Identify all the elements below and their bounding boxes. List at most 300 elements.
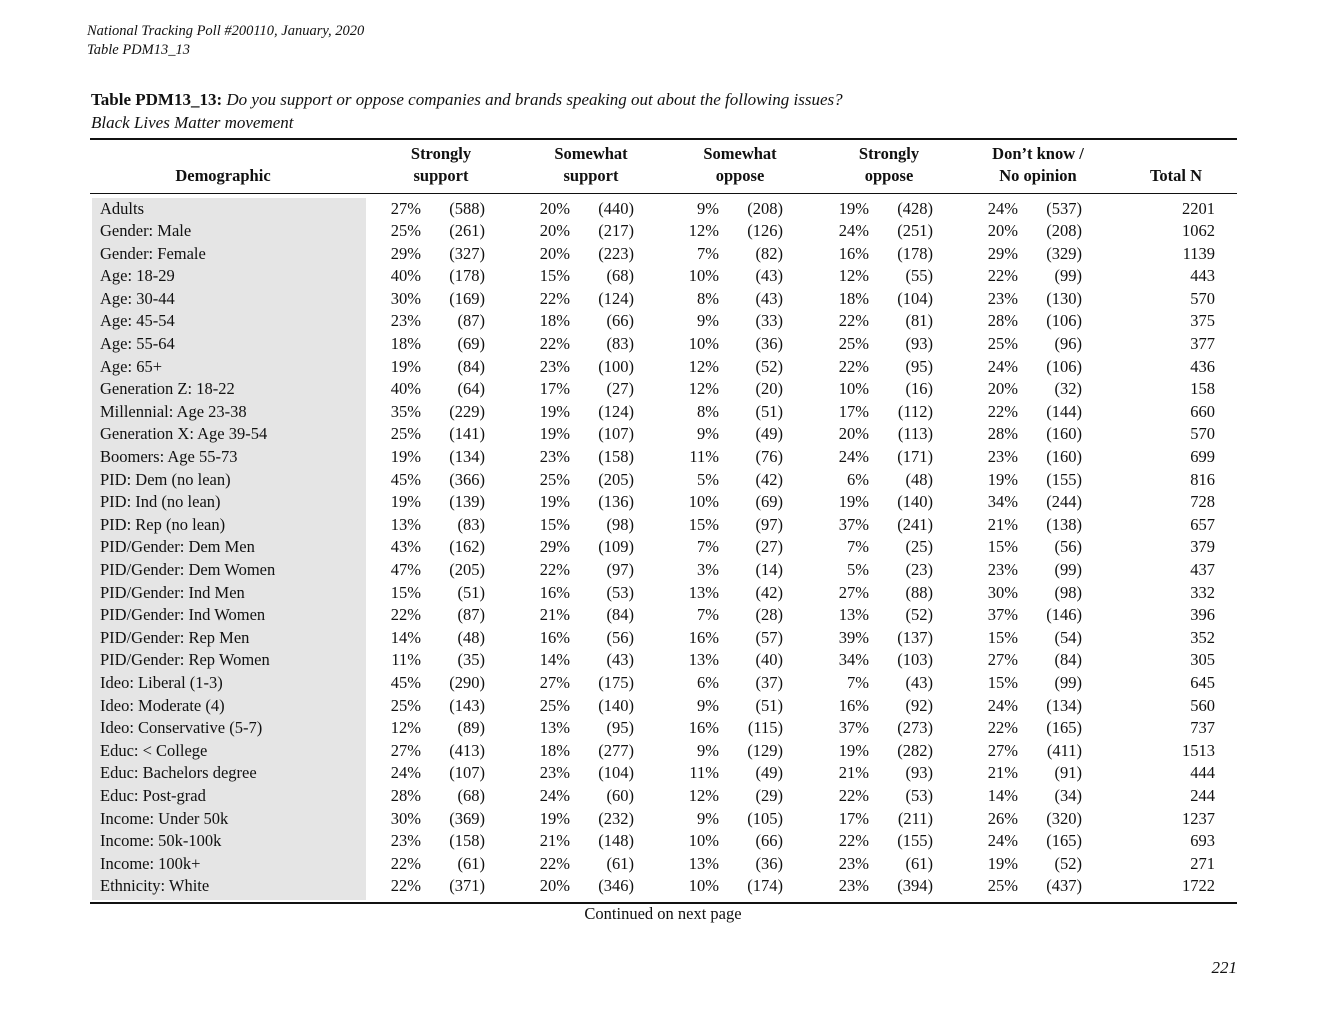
cell-somewhat-support-pct: 14% (539, 650, 570, 670)
cell-dont-know-n: (208) (1046, 221, 1082, 241)
cell-dont-know-n: (165) (1046, 831, 1082, 851)
cell-strongly-oppose-pct: 24% (838, 221, 869, 241)
cell-strongly-support-n: (107) (449, 763, 485, 783)
cell-total-n: 158 (1190, 379, 1215, 399)
cell-strongly-support-n: (64) (457, 379, 485, 399)
cell-strongly-support-pct: 24% (390, 763, 421, 783)
cell-somewhat-oppose-pct: 9% (697, 695, 719, 715)
cell-strongly-oppose-pct: 34% (838, 650, 869, 670)
cell-somewhat-support-pct: 18% (539, 740, 570, 760)
cell-strongly-support-pct: 25% (390, 221, 421, 241)
cell-somewhat-oppose-n: (36) (755, 334, 783, 354)
cell-demographic: PID: Rep (no lean) (100, 514, 226, 534)
cell-strongly-support-pct: 43% (390, 537, 421, 557)
cell-strongly-support-n: (143) (449, 695, 485, 715)
cell-somewhat-oppose-n: (208) (747, 198, 783, 218)
cell-strongly-oppose-n: (211) (897, 808, 933, 828)
cell-strongly-support-pct: 35% (390, 401, 421, 421)
cell-dont-know-n: (98) (1054, 582, 1082, 602)
cell-somewhat-oppose-pct: 16% (688, 627, 719, 647)
header-rule (90, 193, 1237, 194)
cell-strongly-oppose-pct: 22% (838, 356, 869, 376)
cell-strongly-oppose-n: (53) (905, 785, 933, 805)
cell-strongly-support-pct: 19% (390, 356, 421, 376)
cell-somewhat-support-pct: 21% (539, 605, 570, 625)
cell-somewhat-support-n: (232) (598, 808, 634, 828)
cell-strongly-support-pct: 22% (390, 853, 421, 873)
table-title-label: Table PDM13_13: (91, 90, 223, 109)
cell-strongly-oppose-n: (113) (897, 424, 933, 444)
cell-somewhat-oppose-n: (82) (755, 243, 783, 263)
cell-demographic: Adults (100, 198, 145, 218)
cell-strongly-support-pct: 22% (390, 605, 421, 625)
cell-strongly-oppose-pct: 19% (838, 198, 869, 218)
cell-dont-know-pct: 20% (987, 379, 1018, 399)
cell-somewhat-oppose-n: (174) (747, 876, 783, 896)
table-row (0, 288, 1320, 311)
cell-demographic: PID: Ind (no lean) (100, 492, 221, 512)
cell-somewhat-oppose-pct: 9% (697, 740, 719, 760)
cell-somewhat-support-pct: 20% (539, 198, 570, 218)
cell-strongly-support-n: (89) (457, 718, 485, 738)
cell-somewhat-oppose-pct: 3% (697, 560, 719, 579)
cell-dont-know-n: (138) (1046, 514, 1082, 534)
cell-somewhat-support-n: (148) (598, 831, 634, 851)
cell-somewhat-oppose-n: (52) (755, 356, 783, 376)
cell-strongly-support-n: (229) (449, 401, 485, 421)
cell-somewhat-support-n: (60) (606, 785, 634, 805)
cell-somewhat-oppose-n: (69) (755, 492, 783, 512)
cell-somewhat-oppose-pct: 12% (688, 356, 719, 376)
cell-demographic: Age: 18-29 (100, 266, 175, 286)
cell-strongly-oppose-n: (428) (897, 198, 933, 218)
cell-somewhat-support-n: (43) (606, 650, 634, 670)
cell-strongly-support-pct: 25% (390, 424, 421, 444)
cell-dont-know-n: (160) (1046, 424, 1082, 444)
cell-dont-know-pct: 15% (987, 672, 1018, 692)
cell-dont-know-pct: 23% (987, 288, 1018, 308)
cell-strongly-oppose-n: (95) (905, 356, 933, 376)
col-header-somewhat-support: Somewhat support (554, 144, 628, 185)
cell-strongly-oppose-n: (282) (897, 740, 933, 760)
table-row (0, 220, 1320, 243)
cell-demographic: Generation X: Age 39-54 (100, 424, 268, 444)
cell-dont-know-pct: 23% (987, 560, 1018, 579)
cell-somewhat-support-n: (83) (606, 334, 634, 354)
cell-somewhat-support-n: (98) (606, 514, 634, 534)
cell-somewhat-support-pct: 15% (539, 514, 570, 534)
cell-strongly-support-pct: 23% (390, 311, 421, 331)
cell-somewhat-support-pct: 27% (539, 672, 570, 692)
cell-somewhat-oppose-n: (76) (755, 447, 783, 467)
cell-somewhat-support-n: (223) (598, 243, 634, 263)
table-row (0, 672, 1320, 695)
table-row (0, 536, 1320, 559)
table-row (0, 627, 1320, 650)
cell-dont-know-pct: 21% (987, 763, 1018, 783)
cell-somewhat-support-n: (277) (598, 740, 634, 760)
cell-total-n: 2201 (1182, 198, 1215, 218)
cell-strongly-support-pct: 30% (390, 808, 421, 828)
cell-strongly-oppose-n: (93) (905, 763, 933, 783)
cell-strongly-oppose-pct: 16% (838, 695, 869, 715)
cell-demographic: PID: Dem (no lean) (100, 469, 231, 489)
table-row (0, 582, 1320, 605)
cell-somewhat-oppose-n: (105) (747, 808, 783, 828)
cell-somewhat-oppose-n: (126) (747, 221, 783, 241)
cell-somewhat-support-pct: 21% (539, 831, 570, 851)
cell-strongly-oppose-pct: 22% (838, 785, 869, 805)
cell-dont-know-pct: 28% (987, 311, 1018, 331)
cell-dont-know-n: (84) (1054, 650, 1082, 670)
cell-strongly-oppose-pct: 22% (838, 311, 869, 331)
cell-somewhat-oppose-pct: 10% (688, 831, 719, 851)
cell-strongly-support-n: (84) (457, 356, 485, 376)
cell-strongly-support-n: (588) (449, 198, 485, 218)
cell-strongly-support-n: (134) (449, 447, 485, 467)
cell-strongly-support-n: (290) (449, 672, 485, 692)
cell-dont-know-n: (165) (1046, 718, 1082, 738)
cell-somewhat-support-n: (84) (606, 605, 634, 625)
cell-dont-know-n: (99) (1054, 266, 1082, 286)
table-row (0, 423, 1320, 446)
cell-strongly-oppose-pct: 7% (847, 672, 869, 692)
cell-somewhat-oppose-pct: 8% (697, 288, 719, 308)
cell-strongly-support-pct: 18% (390, 334, 421, 354)
cell-somewhat-support-pct: 19% (539, 808, 570, 828)
cell-strongly-oppose-n: (273) (897, 718, 933, 738)
cell-demographic: PID/Gender: Ind Women (100, 605, 266, 625)
table-row (0, 717, 1320, 740)
cell-strongly-oppose-pct: 23% (838, 876, 869, 896)
cell-dont-know-pct: 21% (987, 514, 1018, 534)
cell-somewhat-oppose-n: (36) (755, 853, 783, 873)
cell-total-n: 660 (1190, 401, 1215, 421)
cell-strongly-oppose-n: (178) (897, 243, 933, 263)
cell-strongly-oppose-pct: 39% (838, 627, 869, 647)
table-row (0, 604, 1320, 627)
cell-somewhat-support-pct: 23% (539, 356, 570, 376)
cell-strongly-support-n: (83) (457, 514, 485, 534)
cell-dont-know-pct: 22% (987, 266, 1018, 286)
cell-strongly-support-n: (139) (449, 492, 485, 512)
cell-strongly-support-pct: 13% (390, 514, 421, 534)
table-row (0, 695, 1320, 718)
cell-somewhat-support-n: (124) (598, 401, 634, 421)
cell-strongly-support-pct: 28% (390, 785, 421, 805)
cell-strongly-support-pct: 29% (390, 243, 421, 263)
cell-strongly-support-n: (327) (449, 243, 485, 263)
cell-strongly-oppose-pct: 37% (838, 718, 869, 738)
cell-total-n: 570 (1190, 424, 1215, 444)
cell-strongly-oppose-pct: 20% (838, 424, 869, 444)
cell-somewhat-oppose-pct: 12% (688, 785, 719, 805)
cell-dont-know-n: (106) (1046, 356, 1082, 376)
cell-strongly-oppose-n: (23) (905, 560, 933, 579)
cell-demographic: Ideo: Liberal (1-3) (100, 672, 223, 692)
cell-dont-know-pct: 19% (987, 853, 1018, 873)
cell-strongly-oppose-pct: 18% (838, 288, 869, 308)
cell-strongly-oppose-n: (241) (897, 514, 933, 534)
cell-strongly-support-pct: 22% (390, 876, 421, 896)
cell-somewhat-support-n: (158) (598, 447, 634, 467)
table-row (0, 830, 1320, 853)
cell-total-n: 737 (1190, 718, 1215, 738)
cell-total-n: 1513 (1182, 740, 1215, 760)
cell-somewhat-oppose-n: (129) (747, 740, 783, 760)
cell-dont-know-pct: 24% (987, 695, 1018, 715)
cell-somewhat-oppose-pct: 7% (697, 537, 719, 557)
cell-total-n: 1139 (1182, 243, 1215, 263)
cell-strongly-support-pct: 45% (390, 672, 421, 692)
cell-dont-know-pct: 22% (987, 718, 1018, 738)
cell-dont-know-pct: 28% (987, 424, 1018, 444)
cell-demographic: Gender: Male (100, 221, 192, 241)
cell-dont-know-pct: 25% (987, 334, 1018, 354)
cell-somewhat-support-pct: 20% (539, 243, 570, 263)
cell-somewhat-oppose-n: (51) (755, 695, 783, 715)
cell-somewhat-oppose-n: (14) (755, 560, 783, 579)
cell-somewhat-oppose-pct: 6% (697, 672, 719, 692)
cell-demographic: PID/Gender: Rep Men (100, 627, 250, 647)
table-body (0, 198, 1320, 898)
cell-dont-know-n: (56) (1054, 537, 1082, 557)
table-row (0, 740, 1320, 763)
cell-somewhat-oppose-n: (43) (755, 266, 783, 286)
top-rule (90, 138, 1237, 140)
cell-strongly-oppose-pct: 7% (847, 537, 869, 557)
cell-demographic: Ideo: Conservative (5-7) (100, 718, 263, 738)
cell-demographic: Educ: Post-grad (100, 785, 206, 805)
cell-dont-know-n: (329) (1046, 243, 1082, 263)
cell-total-n: 437 (1190, 560, 1215, 579)
cell-somewhat-support-n: (95) (606, 718, 634, 738)
cell-total-n: 570 (1190, 288, 1215, 308)
cell-total-n: 728 (1190, 492, 1215, 512)
cell-somewhat-oppose-n: (49) (755, 763, 783, 783)
col-header-total: Total N (1149, 166, 1203, 185)
col-header-strongly-support: Strongly support (410, 144, 472, 185)
cell-somewhat-support-n: (346) (598, 876, 634, 896)
cell-somewhat-oppose-pct: 8% (697, 401, 719, 421)
cell-somewhat-support-pct: 22% (539, 288, 570, 308)
table-id: Table PDM13_13 (87, 42, 190, 58)
cell-somewhat-oppose-n: (20) (755, 379, 783, 399)
cell-somewhat-support-n: (66) (606, 311, 634, 331)
cell-dont-know-n: (155) (1046, 469, 1082, 489)
cell-total-n: 443 (1190, 266, 1215, 286)
cell-somewhat-support-pct: 16% (539, 582, 570, 602)
cell-somewhat-oppose-pct: 12% (688, 379, 719, 399)
cell-demographic: Millennial: Age 23-38 (100, 401, 247, 421)
cell-somewhat-oppose-pct: 13% (688, 853, 719, 873)
cell-strongly-support-pct: 19% (390, 492, 421, 512)
poll-name: National Tracking Poll #200110, January, 2020 (87, 23, 365, 39)
cell-demographic: Income: 50k-100k (100, 831, 222, 851)
cell-strongly-oppose-pct: 12% (838, 266, 869, 286)
continued-note: Continued on next page (584, 904, 742, 923)
cell-demographic: Age: 65+ (100, 356, 163, 376)
cell-strongly-support-pct: 19% (390, 447, 421, 467)
cell-strongly-support-pct: 40% (390, 266, 421, 286)
cell-demographic: Ethnicity: White (100, 876, 210, 896)
cell-somewhat-support-pct: 18% (539, 311, 570, 331)
cell-somewhat-support-pct: 22% (539, 853, 570, 873)
cell-somewhat-oppose-pct: 13% (688, 582, 719, 602)
cell-somewhat-support-n: (27) (606, 379, 634, 399)
cell-strongly-oppose-n: (55) (905, 266, 933, 286)
cell-somewhat-support-pct: 23% (539, 763, 570, 783)
table-row (0, 243, 1320, 266)
table-row (0, 333, 1320, 356)
cell-total-n: 444 (1190, 763, 1215, 783)
cell-demographic: Gender: Female (100, 243, 206, 263)
table-row (0, 401, 1320, 424)
cell-demographic: PID/Gender: Ind Men (100, 582, 245, 602)
cell-strongly-oppose-pct: 25% (838, 334, 869, 354)
cell-somewhat-oppose-n: (27) (755, 537, 783, 557)
cell-strongly-support-pct: 25% (390, 695, 421, 715)
cell-total-n: 645 (1190, 672, 1215, 692)
cell-somewhat-oppose-pct: 7% (697, 605, 719, 625)
col-header-strongly-oppose: Strongly oppose (858, 144, 920, 185)
cell-strongly-support-n: (35) (457, 650, 485, 670)
cell-strongly-support-n: (371) (449, 876, 485, 896)
cell-total-n: 375 (1190, 311, 1215, 331)
cell-strongly-oppose-pct: 5% (847, 560, 869, 579)
table-row (0, 785, 1320, 808)
cell-total-n: 816 (1190, 469, 1215, 489)
cell-dont-know-pct: 14% (987, 785, 1018, 805)
cell-strongly-oppose-n: (88) (905, 582, 933, 602)
cell-strongly-support-n: (68) (457, 785, 485, 805)
cell-somewhat-oppose-pct: 7% (697, 243, 719, 263)
cell-dont-know-n: (437) (1046, 876, 1082, 896)
cell-somewhat-oppose-n: (57) (755, 627, 783, 647)
cell-somewhat-oppose-n: (42) (755, 582, 783, 602)
cell-strongly-oppose-n: (394) (897, 876, 933, 896)
cell-total-n: 377 (1190, 334, 1215, 354)
cell-dont-know-pct: 22% (987, 401, 1018, 421)
cell-dont-know-pct: 34% (987, 492, 1018, 512)
cell-dont-know-pct: 29% (987, 243, 1018, 263)
cell-demographic: PID/Gender: Dem Women (100, 560, 276, 579)
cell-somewhat-support-n: (136) (598, 492, 634, 512)
table-row (0, 265, 1320, 288)
cell-somewhat-support-n: (61) (606, 853, 634, 873)
cell-somewhat-oppose-pct: 9% (697, 198, 719, 218)
cell-somewhat-oppose-n: (37) (755, 672, 783, 692)
cell-dont-know-pct: 24% (987, 198, 1018, 218)
cell-somewhat-support-n: (175) (598, 672, 634, 692)
cell-dont-know-pct: 23% (987, 447, 1018, 467)
cell-strongly-support-n: (141) (449, 424, 485, 444)
cell-strongly-support-pct: 27% (390, 198, 421, 218)
cell-strongly-support-n: (413) (449, 740, 485, 760)
cell-somewhat-support-n: (440) (598, 198, 634, 218)
cell-strongly-oppose-n: (104) (897, 288, 933, 308)
page-header (87, 22, 364, 60)
cell-strongly-oppose-pct: 21% (838, 763, 869, 783)
cell-somewhat-oppose-n: (97) (755, 514, 783, 534)
cell-total-n: 693 (1190, 831, 1215, 851)
cell-demographic: Ideo: Moderate (4) (100, 695, 225, 715)
cell-strongly-support-n: (366) (449, 469, 485, 489)
cell-demographic: Age: 55-64 (100, 334, 175, 354)
table-row (0, 514, 1320, 537)
cell-strongly-oppose-pct: 16% (838, 243, 869, 263)
cell-somewhat-support-n: (53) (606, 582, 634, 602)
cell-strongly-oppose-pct: 13% (838, 605, 869, 625)
cell-somewhat-support-n: (124) (598, 288, 634, 308)
cell-strongly-support-n: (48) (457, 627, 485, 647)
cell-somewhat-oppose-pct: 13% (688, 650, 719, 670)
table-row (0, 808, 1320, 831)
cell-dont-know-n: (99) (1054, 672, 1082, 692)
cell-dont-know-n: (99) (1054, 560, 1082, 579)
cell-dont-know-n: (32) (1054, 379, 1082, 399)
cell-dont-know-n: (160) (1046, 447, 1082, 467)
cell-somewhat-oppose-n: (42) (755, 469, 783, 489)
cell-total-n: 305 (1190, 650, 1215, 670)
table-row (0, 491, 1320, 514)
cell-strongly-oppose-n: (112) (897, 401, 933, 421)
cell-somewhat-support-pct: 15% (539, 266, 570, 286)
cell-demographic: Age: 45-54 (100, 311, 175, 331)
cell-strongly-oppose-pct: 10% (838, 379, 869, 399)
table-row (0, 559, 1320, 582)
cell-strongly-support-pct: 47% (390, 560, 421, 579)
cell-somewhat-support-n: (97) (606, 560, 634, 579)
cell-strongly-support-n: (261) (449, 221, 485, 241)
cell-strongly-oppose-n: (137) (897, 627, 933, 647)
cell-dont-know-n: (34) (1054, 785, 1082, 805)
cell-somewhat-support-pct: 25% (539, 695, 570, 715)
cell-somewhat-support-pct: 20% (539, 876, 570, 896)
cell-strongly-oppose-pct: 19% (838, 492, 869, 512)
cell-strongly-oppose-pct: 17% (838, 808, 869, 828)
cell-strongly-oppose-n: (81) (905, 311, 933, 331)
cell-total-n: 1237 (1182, 808, 1215, 828)
cell-somewhat-oppose-pct: 9% (697, 808, 719, 828)
cell-somewhat-support-pct: 25% (539, 469, 570, 489)
cell-somewhat-support-n: (56) (606, 627, 634, 647)
cell-dont-know-n: (244) (1046, 492, 1082, 512)
cell-strongly-support-n: (169) (449, 288, 485, 308)
cell-strongly-oppose-n: (48) (905, 469, 933, 489)
cell-dont-know-pct: 30% (987, 582, 1018, 602)
cell-strongly-oppose-pct: 23% (838, 853, 869, 873)
cell-somewhat-support-n: (140) (598, 695, 634, 715)
cell-somewhat-support-pct: 23% (539, 447, 570, 467)
cell-somewhat-support-pct: 19% (539, 492, 570, 512)
cell-strongly-support-n: (162) (449, 537, 485, 557)
cell-strongly-support-pct: 15% (390, 582, 421, 602)
cell-strongly-support-n: (69) (457, 334, 485, 354)
cell-strongly-oppose-pct: 22% (838, 831, 869, 851)
cell-dont-know-n: (134) (1046, 695, 1082, 715)
cell-demographic: Income: 100k+ (100, 853, 201, 873)
cell-strongly-support-pct: 40% (390, 379, 421, 399)
table-row (0, 310, 1320, 333)
table-row (0, 762, 1320, 785)
cell-dont-know-pct: 15% (987, 537, 1018, 557)
table-title (91, 88, 843, 134)
cell-somewhat-oppose-pct: 10% (688, 492, 719, 512)
cell-somewhat-oppose-pct: 9% (697, 424, 719, 444)
cell-somewhat-support-pct: 19% (539, 401, 570, 421)
cell-dont-know-n: (146) (1046, 605, 1082, 625)
